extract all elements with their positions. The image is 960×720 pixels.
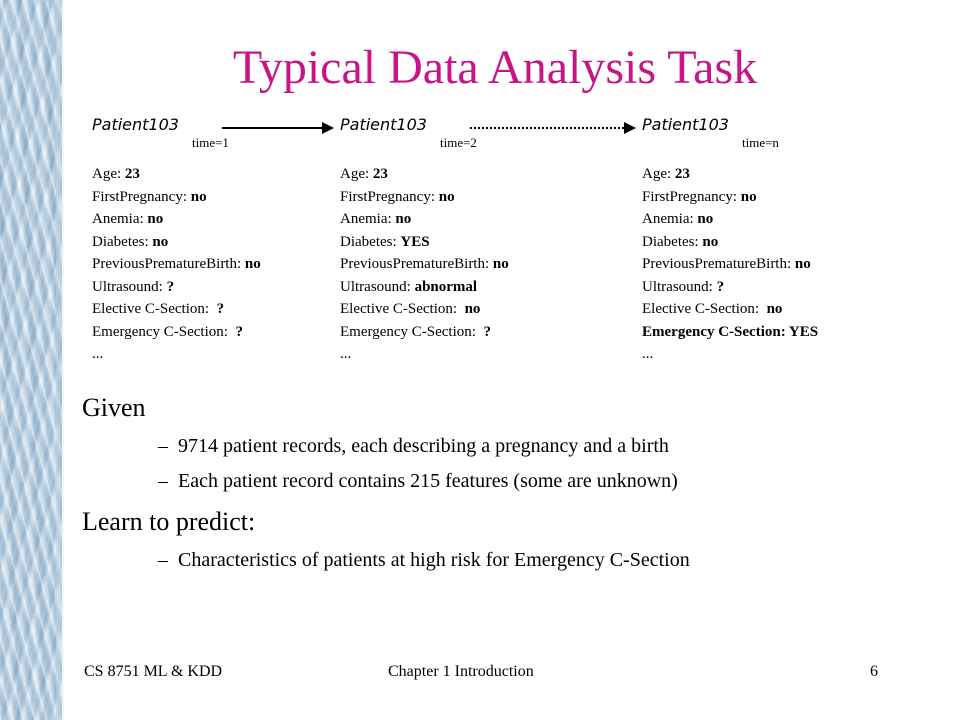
feature-row-ultrasound: Ultrasound: ?: [92, 278, 175, 295]
footer-chapter: Chapter 1 Introduction: [388, 663, 534, 680]
feature-row-age: Age: 23: [92, 166, 140, 182]
dash-bullet: –: [158, 435, 168, 457]
feature-row-ellipsis: ...: [340, 346, 352, 362]
feature-row-first-pregnancy: FirstPregnancy: no: [92, 188, 207, 205]
feature-row-first-pregnancy: FirstPregnancy: no: [340, 188, 455, 205]
patient-column-time-n: [642, 115, 819, 362]
feature-row-anemia: Anemia: no: [92, 211, 164, 227]
dash-bullet: –: [158, 549, 168, 571]
given-item: – Each patient record contains 215 features (some are unknown): [158, 470, 678, 492]
feature-row-elective-c-section: Elective C-Section: ?: [92, 301, 225, 317]
time-subscript: time=1: [192, 135, 229, 150]
slide-title: Typical Data Analysis Task: [232, 41, 758, 94]
patient-label: Patient103 time=n: [642, 115, 779, 150]
patient-column-time-1: [92, 115, 261, 362]
bullet-list: [82, 393, 690, 576]
feature-row-age: Age: 23: [642, 166, 690, 182]
footer-course: CS 8751 ML & KDD: [84, 663, 223, 680]
feature-row-elective-c-section: Elective C-Section: no: [340, 301, 481, 317]
feature-row-previous-premature-birth: PreviousPrematureBirth: no: [92, 256, 261, 272]
feature-row-elective-c-section: Elective C-Section: no: [642, 301, 783, 317]
feature-row-ellipsis: ...: [642, 346, 654, 362]
footer-page-number: 6: [870, 663, 878, 680]
feature-row-anemia: Anemia: no: [340, 211, 412, 227]
feature-row-diabetes: Diabetes: YES: [340, 233, 430, 250]
patient-label: Patient103 time=1: [92, 115, 229, 150]
feature-row-emergency-c-section: Emergency C-Section: YES: [642, 323, 819, 340]
learn-item: – Characteristics of patients at high risk for Emergency C-Section: [158, 549, 690, 571]
time-subscript: time=2: [440, 135, 477, 150]
feature-row-first-pregnancy: FirstPregnancy: no: [642, 188, 757, 205]
arrow-right-icon: [222, 127, 322, 129]
time-subscript: time=n: [742, 135, 779, 150]
marble-sidebar-decoration: [0, 0, 62, 720]
feature-row-age: Age: 23: [340, 166, 388, 182]
feature-row-ultrasound: Ultrasound: abnormal: [340, 278, 478, 295]
patient-label: Patient103 time=2: [340, 115, 477, 150]
dotted-arrow-right-icon: [470, 127, 624, 129]
feature-row-previous-premature-birth: PreviousPrematureBirth: no: [340, 256, 509, 272]
feature-list: [92, 163, 261, 366]
feature-row-diabetes: Diabetes: no: [642, 233, 719, 250]
patient-column-time-2: [340, 115, 509, 362]
given-heading: Given: [82, 393, 146, 422]
sidebar-fade: [56, 0, 66, 720]
feature-row-anemia: Anemia: no: [642, 211, 714, 227]
feature-row-diabetes: Diabetes: no: [92, 233, 169, 250]
feature-list: [642, 163, 818, 366]
feature-list: [340, 163, 509, 366]
feature-row-emergency-c-section: Emergency C-Section: ?: [340, 323, 491, 340]
feature-row-ultrasound: Ultrasound: ?: [642, 278, 725, 295]
dash-bullet: –: [158, 470, 168, 492]
feature-row-emergency-c-section: Emergency C-Section: ?: [92, 323, 243, 340]
feature-row-previous-premature-birth: PreviousPrematureBirth: no: [642, 256, 811, 272]
feature-row-ellipsis: ...: [92, 346, 104, 362]
given-item: – 9714 patient records, each describing a pregnancy and a birth: [158, 435, 669, 457]
learn-heading: Learn to predict:: [82, 507, 256, 536]
